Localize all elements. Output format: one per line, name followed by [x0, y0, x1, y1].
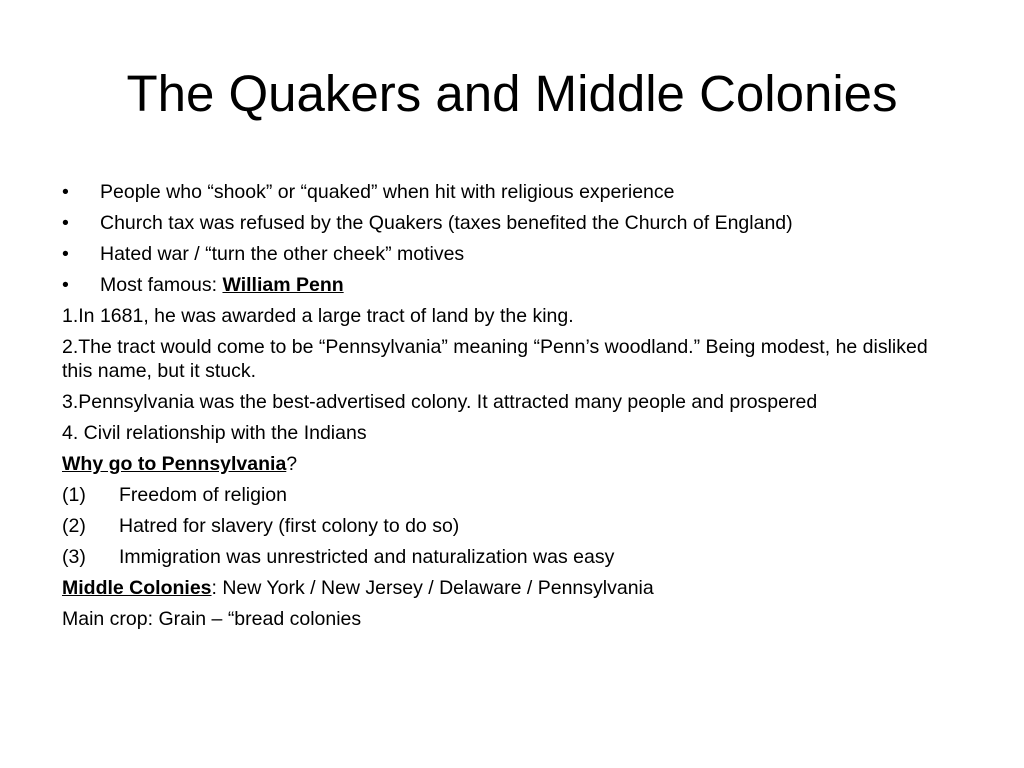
- middle-heading: Middle Colonies: [62, 577, 212, 599]
- why-suffix: ?: [286, 453, 298, 475]
- reason-item: [62, 545, 952, 569]
- numbered-item: 1.In 1681, he was awarded a large tract of land by the king.: [62, 305, 574, 327]
- reason-text: Hatred for slavery (first colony to do so): [119, 515, 460, 537]
- why-heading: Why go to Pennsylvania: [62, 453, 287, 475]
- middle-colonies-line: [62, 576, 952, 600]
- bullet-text: Church tax was refused by the Quakers (taxes benefited the Church of England): [100, 212, 793, 234]
- reason-text: Immigration was unrestricted and naturalization was easy: [119, 546, 615, 568]
- bullet-text: Most famous:: [100, 274, 223, 296]
- famous-name: William Penn: [222, 274, 344, 296]
- reason-marker: (3): [62, 546, 86, 568]
- bullet-text: People who “shook” or “quaked” when hit with religious experience: [100, 181, 675, 203]
- slide-body: [62, 180, 952, 638]
- reason-item: [62, 483, 952, 507]
- slide-title: The Quakers and Middle Colonies: [126, 65, 898, 122]
- main-crop-line: Main crop: Grain – “bread colonies: [62, 608, 362, 630]
- bullet-marker: •: [62, 212, 69, 234]
- bullet-item: [62, 242, 952, 266]
- bullet-text: Hated war / “turn the other cheek” motives: [100, 243, 465, 265]
- bullet-item: [62, 211, 952, 235]
- bullet-item: [62, 180, 952, 204]
- numbered-item: 2.The tract would come to be “Pennsylvania” meaning “Penn’s woodland.” Being modest, he disliked this name, but it stuck.: [62, 336, 928, 382]
- middle-text: : New York / New Jersey / Delaware / Pennsylvania: [211, 577, 654, 599]
- reason-marker: (1): [62, 484, 86, 506]
- reason-item: [62, 514, 952, 538]
- bullet-marker: •: [62, 181, 69, 203]
- bullet-marker: •: [62, 243, 69, 265]
- numbered-item: 4. Civil relationship with the Indians: [62, 422, 367, 444]
- bullet-item: [62, 273, 952, 297]
- numbered-item: 3.Pennsylvania was the best-advertised colony. It attracted many people and prospered: [62, 391, 818, 413]
- reason-marker: (2): [62, 515, 86, 537]
- bullet-marker: •: [62, 274, 69, 296]
- reason-text: Freedom of religion: [119, 484, 287, 506]
- why-heading-line: [62, 452, 952, 476]
